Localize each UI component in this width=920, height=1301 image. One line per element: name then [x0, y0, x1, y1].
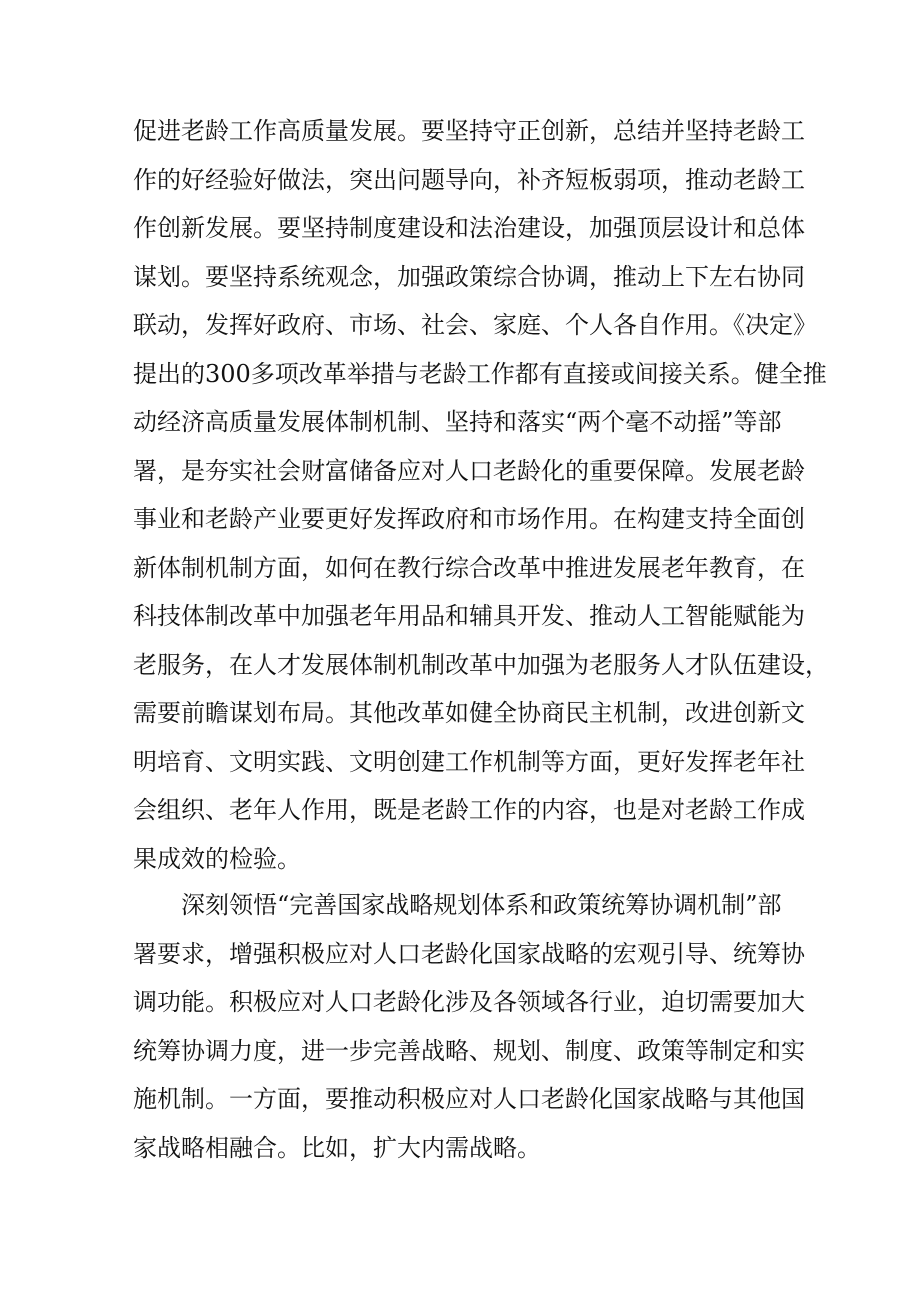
paragraph-2-line: 家战略相融合。比如，扩大内需战略。	[133, 1133, 541, 1162]
paragraph-1-line: 明培育、文明实践、文明创建工作机制等方面，更好发挥老年社	[133, 747, 805, 776]
paragraph-1	[133, 107, 829, 883]
paragraph-1-line: 联动，发挥好政府、市场、社会、家庭、个人各自作用。《决定》	[133, 311, 817, 339]
paragraph-1-line: 促进老龄工作高质量发展。要坚持守正创新，总结并坚持老龄工	[133, 117, 805, 145]
paragraph-2	[133, 881, 805, 1172]
paragraph-1-line: 老服务，在人才发展体制机制改革中加强为老服务人才队伍建设，	[133, 650, 829, 679]
paragraph-2-line: 调功能。积极应对人口老龄化涉及各领域各行业，迫切需要加大	[133, 988, 805, 1016]
paragraph-1-line: 提出的300多项改革举措与老龄工作都有直接或间接关系。健全推	[133, 359, 827, 388]
paragraph-1-line: 果成效的检验。	[133, 844, 301, 873]
paragraph-2-line: 统筹协调力度，进一步完善战略、规划、制度、政策等制定和实	[133, 1036, 805, 1065]
paragraph-1-line: 署，是夯实社会财富储备应对人口老龄化的重要保障。发展老龄	[133, 456, 805, 485]
paragraph-1-line: 会组织、老年人作用，既是老龄工作的内容，也是对老龄工作成	[133, 796, 805, 824]
paragraph-1-line: 谋划。要坚持系统观念，加强政策综合协调，推动上下左右协同	[133, 262, 805, 291]
paragraph-1-line: 新体制机制方面，如何在教行综合改革中推进发展老年教育，在	[133, 553, 805, 582]
paragraph-1-line: 作创新发展。要坚持制度建设和法治建设，加强顶层设计和总体	[133, 214, 805, 242]
paragraph-1-line: 作的好经验好做法，突出问题导向，补齐短板弱项，推动老龄工	[133, 165, 805, 194]
paragraph-1-line: 需要前瞻谋划布局。其他改革如健全协商民主机制，改进创新文	[133, 699, 805, 727]
paragraph-1-line: 科技体制改革中加强老年用品和辅具开发、推动人工智能赋能为	[133, 602, 805, 630]
paragraph-2-line: 深刻领悟“完善国家战略规划体系和政策统筹协调机制”部	[181, 891, 782, 919]
paragraph-1-line: 事业和老龄产业要更好发挥政府和市场作用。在构建支持全面创	[133, 505, 805, 533]
paragraph-2-line: 施机制。一方面，要推动积极应对人口老龄化国家战略与其他国	[133, 1085, 805, 1113]
paragraph-1-line: 动经济高质量发展体制机制、坚持和落实“两个毫不动摇”等部	[133, 408, 782, 436]
paragraph-2-line: 署要求，增强积极应对人口老龄化国家战略的宏观引导、统筹协	[133, 939, 805, 968]
